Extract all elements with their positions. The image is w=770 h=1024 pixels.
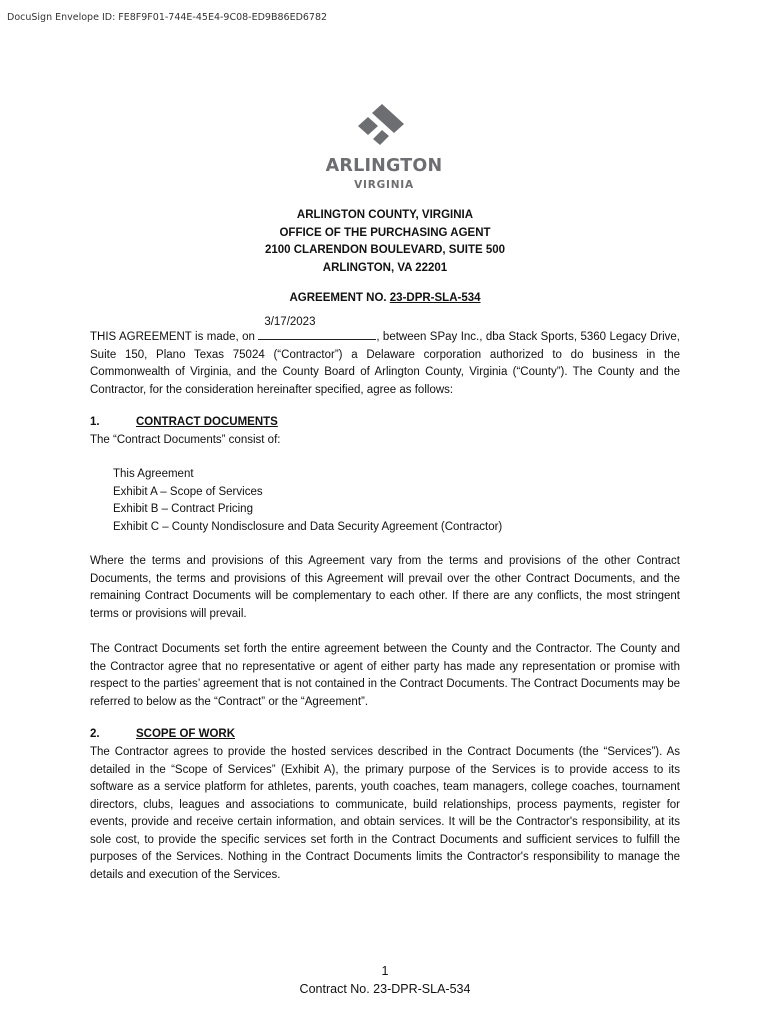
list-item: Exhibit B – Contract Pricing (113, 503, 253, 515)
intro-text-start: THIS AGREEMENT is made, on (90, 331, 259, 343)
intro-paragraph (90, 316, 680, 399)
signed-date: 3/17/2023 (264, 316, 316, 328)
entire-agreement-paragraph: The Contract Documents set forth the entire agreement between the County and the Contractor. The County and the Contractor agree that no representative or agent of either party has made any representation or promise with respect to the parties’ agreement that is not contained in the Contract Documents. The Contract Documents may be referred to below as the “Contract” or the “Agreement”. (90, 643, 680, 708)
docusign-envelope-id: DocuSign Envelope ID: FE8F9F01-744E-45E4-9C08-ED9B86ED6782 (7, 12, 328, 23)
section-1-heading (90, 414, 278, 432)
section-1-title: CONTRACT DOCUMENTS (136, 416, 278, 428)
footer-contract-number: Contract No. 23-DPR-SLA-534 (299, 982, 471, 996)
agreement-label: AGREEMENT NO. (289, 292, 390, 304)
logo-wordmark: ARLINGTON (325, 156, 443, 176)
list-item: Exhibit A – Scope of Services (113, 485, 263, 498)
page-footer (150, 962, 620, 998)
header-county: ARLINGTON COUNTY, VIRGINIA (296, 209, 474, 221)
agreement-number: 23-DPR-SLA-534 (389, 292, 481, 304)
section-1-intro: The “Contract Documents” consist of: (90, 434, 281, 446)
page-number: 1 (381, 964, 389, 978)
precedence-paragraph: Where the terms and provisions of this Agreement vary from the terms and provisions of the other Contract Documents, the terms and provisions of this Agreement will prevail over the other Contract Documents, and the remaining Contract Documents will be complementary to each other. If there are any conflicts, the most stringent terms or provisions will prevail. (90, 555, 680, 620)
agreement-number-heading (150, 292, 620, 304)
intro-text-rest: , between SPay Inc., dba Stack Sports, 5360 Legacy Drive, Suite 150, Plano Texas 75024 (“Contractor”) a Delaware corporation authorized to do business in the Commonwealth of Virginia, and the County Board of Arlington County, Virginia (“County”). The County and the Contractor, for the consideration hereinafter specified, agree as follows: (90, 331, 680, 396)
header-city: ARLINGTON, VA 22201 (322, 261, 448, 274)
list-item: Exhibit C – County Nondisclosure and Data Security Agreement (Contractor) (113, 520, 503, 533)
contract-documents-list (113, 466, 502, 536)
arlington-diamond-logo-icon (358, 104, 410, 150)
scope-of-work-paragraph: The Contractor agrees to provide the hosted services described in the Contract Documents (the “Services”). As detailed in the “Scope of Services” (Exhibit A), the primary purpose of the Services is to provide access to its software as a service platform for athletes, parents, youth coaches, team managers, college coaches, tournament directors, clubs, leagues and associations to communicate, build relationships, process payments, register for events, provide and receive certain information, and obtain services. It will be the Contractor's responsibility, at its sole cost, to provide the specific services set forth in the Contract Documents and sufficient services to fulfill the purposes of the Services. Nothing in the Contract Documents limits the Contractor's responsibility to manage the details and execution of the Services. (90, 746, 680, 881)
arlington-logo (322, 104, 446, 192)
document-header (150, 207, 620, 277)
section-1-number: 1. (90, 416, 100, 428)
header-street: 2100 CLARENDON BOULEVARD, SUITE 500 (264, 244, 506, 256)
logo-subtitle: VIRGINIA (354, 179, 414, 191)
header-office: OFFICE OF THE PURCHASING AGENT (279, 226, 491, 239)
section-2-heading (90, 726, 235, 744)
list-item: This Agreement (113, 468, 194, 480)
section-2-title: SCOPE OF WORK (136, 728, 236, 740)
date-field (258, 316, 376, 340)
section-2-number: 2. (90, 728, 100, 740)
